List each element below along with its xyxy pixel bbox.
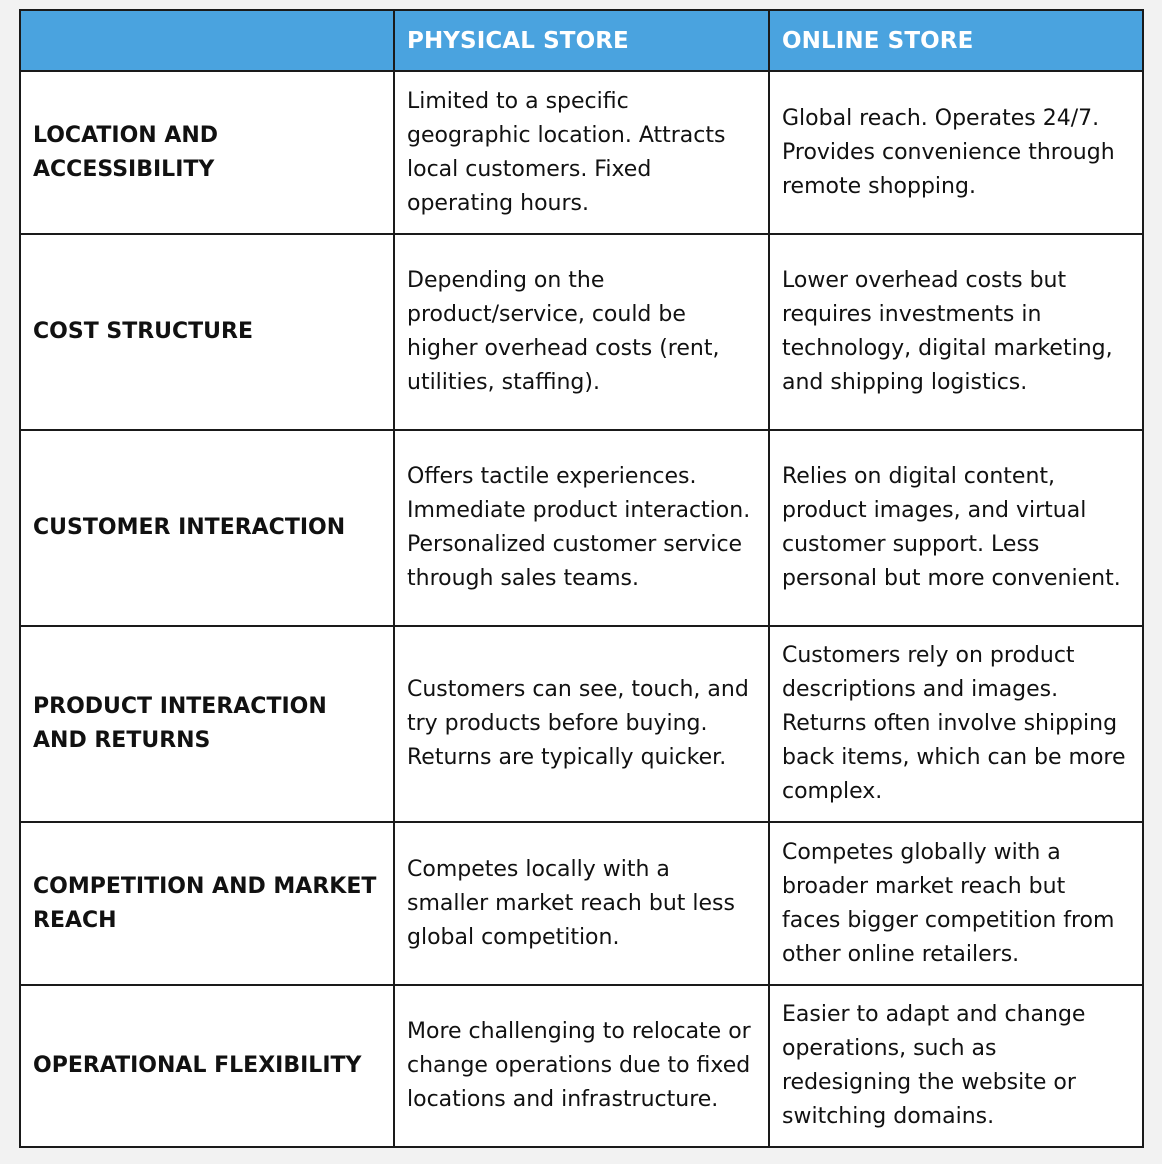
- row-physical-cell: More challenging to relocate or change operations due to fixed locations and infrastructure.: [394, 985, 769, 1147]
- row-physical-cell: Depending on the product/service, could be higher overhead costs (rent, utilities, staffing).: [394, 234, 769, 430]
- table-row: [20, 985, 1143, 1147]
- table-row: [20, 71, 1143, 234]
- row-feature-label: LOCATION AND ACCESSIBILITY: [20, 71, 394, 234]
- row-online-cell: Easier to adapt and change operations, such as redesigning the website or switching domains.: [769, 985, 1143, 1147]
- row-feature-label: COMPETITION AND MARKET REACH: [20, 822, 394, 985]
- row-physical-cell: Competes locally with a smaller market reach but less global competition.: [394, 822, 769, 985]
- comparison-table: [19, 9, 1144, 1148]
- row-physical-cell: Offers tactile experiences. Immediate product interaction. Personalized customer service through sales teams.: [394, 430, 769, 626]
- table-row: [20, 234, 1143, 430]
- row-online-cell: Lower overhead costs but requires investments in technology, digital marketing, and shipping logistics.: [769, 234, 1143, 430]
- table-header-row: [20, 10, 1143, 71]
- row-feature-label: CUSTOMER INTERACTION: [20, 430, 394, 626]
- table-row: [20, 430, 1143, 626]
- header-online-store: ONLINE STORE: [769, 10, 1143, 71]
- row-feature-label: OPERATIONAL FLEXIBILITY: [20, 985, 394, 1147]
- table-row: [20, 822, 1143, 985]
- table-row: [20, 626, 1143, 822]
- row-feature-label: COST STRUCTURE: [20, 234, 394, 430]
- row-physical-cell: Customers can see, touch, and try products before buying. Returns are typically quicker.: [394, 626, 769, 822]
- row-online-cell: Relies on digital content, product images, and virtual customer support. Less personal but more convenient.: [769, 430, 1143, 626]
- row-physical-cell: Limited to a specific geographic location. Attracts local customers. Fixed operating hours.: [394, 71, 769, 234]
- row-feature-label: PRODUCT INTERACTION AND RETURNS: [20, 626, 394, 822]
- row-online-cell: Global reach. Operates 24/7. Provides convenience through remote shopping.: [769, 71, 1143, 234]
- comparison-table-container: [19, 9, 1142, 1148]
- header-physical-store: PHYSICAL STORE: [394, 10, 769, 71]
- header-feature-cell: [20, 10, 394, 71]
- row-online-cell: Customers rely on product descriptions and images. Returns often involve shipping back items, which can be more complex.: [769, 626, 1143, 822]
- row-online-cell: Competes globally with a broader market reach but faces bigger competition from other online retailers.: [769, 822, 1143, 985]
